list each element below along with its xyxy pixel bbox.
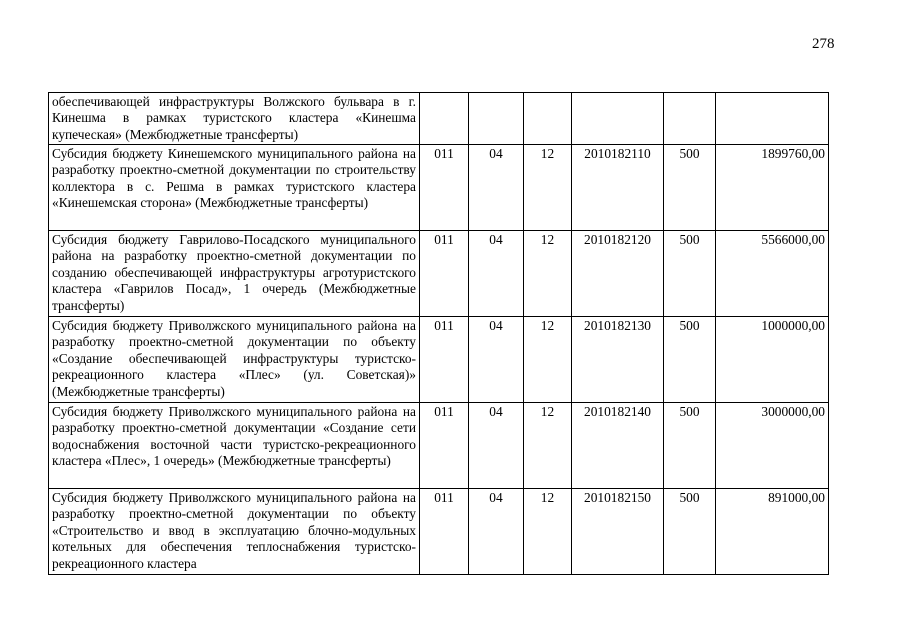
amount-value <box>716 93 829 145</box>
target-code: 2010182130 <box>572 317 664 403</box>
ministry-code: 011 <box>420 489 469 575</box>
amount-value: 891000,00 <box>716 489 829 575</box>
row-description: обеспечивающей инфраструктуры Волжского бульвара в г. Кинешма в рамках туристского кластера «Кинешма купеческая» (Межбюджетные трансферты) <box>49 93 420 145</box>
table-row <box>49 489 829 575</box>
expense-type-code <box>664 93 716 145</box>
page-number: 278 <box>812 36 835 52</box>
expense-type-code: 500 <box>664 145 716 231</box>
ministry-code: 011 <box>420 231 469 317</box>
ministry-code: 011 <box>420 403 469 489</box>
amount-value: 1000000,00 <box>716 317 829 403</box>
table-row <box>49 403 829 489</box>
amount-value: 1899760,00 <box>716 145 829 231</box>
subsection-code: 12 <box>524 403 572 489</box>
row-description: Субсидия бюджету Гаврилово-Посадского муниципального района на разработку проектно-сметной документации по созданию обеспечивающей инфраструктуры агротуристского кластера «Гаврилов Посад», 1 очередь (Межбюджетные трансферты) <box>49 231 420 317</box>
subsection-code: 12 <box>524 489 572 575</box>
section-code: 04 <box>469 231 524 317</box>
expense-type-code: 500 <box>664 403 716 489</box>
section-code: 04 <box>469 317 524 403</box>
table-row <box>49 317 829 403</box>
expense-type-code: 500 <box>664 317 716 403</box>
ministry-code: 011 <box>420 145 469 231</box>
subsection-code: 12 <box>524 317 572 403</box>
row-description: Субсидия бюджету Приволжского муниципального района на разработку проектно-сметной документации по объекту «Создание обеспечивающей инфраструктуры туристско-рекреационного кластера «Плес» (ул. Советская)» (Межбюджетные трансферты) <box>49 317 420 403</box>
budget-table <box>48 92 829 575</box>
target-code: 2010182150 <box>572 489 664 575</box>
section-code: 04 <box>469 489 524 575</box>
expense-type-code: 500 <box>664 231 716 317</box>
table-row <box>49 231 829 317</box>
target-code <box>572 93 664 145</box>
section-code <box>469 93 524 145</box>
amount-value: 3000000,00 <box>716 403 829 489</box>
ministry-code: 011 <box>420 317 469 403</box>
ministry-code <box>420 93 469 145</box>
target-code: 2010182120 <box>572 231 664 317</box>
row-description: Субсидия бюджету Приволжского муниципального района на разработку проектно-сметной документации «Создание сети водоснабжения восточной части туристско-рекреационного кластера «Плес», 1 очередь» (Межбюджетные трансферты) <box>49 403 420 489</box>
target-code: 2010182110 <box>572 145 664 231</box>
row-description: Субсидия бюджету Приволжского муниципального района на разработку проектно-сметной документации по объекту «Строительство и ввод в эксплуатацию блочно-модульных котельных для обеспечения теплоснабжения туристско-рекреационного кластера <box>49 489 420 575</box>
row-description: Субсидия бюджету Кинешемского муниципального района на разработку проектно-сметной документации по строительству коллектора в с. Решма в рамках туристского кластера «Кинешемская сторона» (Межбюджетные трансферты) <box>49 145 420 231</box>
table-row <box>49 93 829 145</box>
target-code: 2010182140 <box>572 403 664 489</box>
expense-type-code: 500 <box>664 489 716 575</box>
section-code: 04 <box>469 145 524 231</box>
subsection-code <box>524 93 572 145</box>
section-code: 04 <box>469 403 524 489</box>
amount-value: 5566000,00 <box>716 231 829 317</box>
subsection-code: 12 <box>524 231 572 317</box>
table-row <box>49 145 829 231</box>
subsection-code: 12 <box>524 145 572 231</box>
